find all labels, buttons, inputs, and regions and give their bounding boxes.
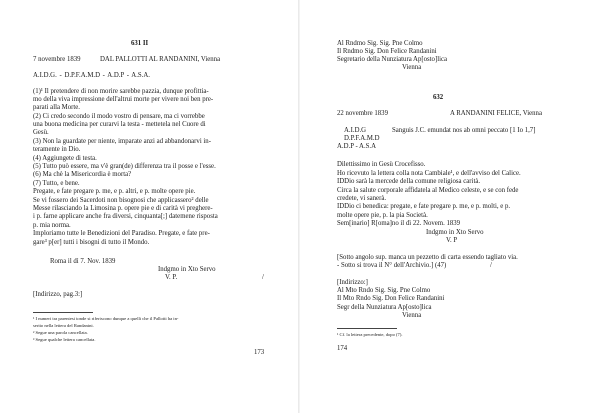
footnote: serito nella lettera del Randanini.: [33, 323, 94, 328]
letter-number: 631 II: [131, 40, 149, 47]
slash-mark: /: [262, 274, 264, 281]
body-line: Pregate, e fate pregare p. me, e p. altri, e p. molte opere pie.: [33, 188, 196, 195]
footnote: ¹ I numeri tra parentesi tonde si riferiscono dunque a quelli che il Pallotti ha in-: [33, 316, 179, 321]
body-line: Circa la salute corporale affidatela al Medico celeste, e se con fede: [337, 187, 519, 194]
closing-place-date: Roma il dì 7. Nov. 1839: [50, 258, 116, 265]
address-line: Al Mto Rndo Sig. Sig. Pne Colmo: [337, 287, 431, 294]
body-line: parati alla Morte.: [33, 104, 80, 111]
letter-formula: A.I.D.G. - D.P.F.A.M.D - A.D.P - A.S.A.: [33, 72, 150, 79]
body-line: gare³ p[er] tutti i bisogni di tutto il Mondo.: [33, 239, 150, 246]
closing-initials: V. P.: [165, 274, 178, 281]
body-line: (1)¹ Il pretendere di non morire sarebbe pazzia, dunque profittia-: [33, 88, 209, 95]
body-line: (7) Tutto, e bene.: [33, 180, 80, 187]
body-line: Ho ricevuto la lettera colla nota Cambiale¹, e dell'avviso del Calice.: [337, 170, 521, 177]
body-line: mo della viva impressione dell'altrui morte per vivere noi ben pre-: [33, 96, 214, 103]
archive-note: [Sotto angolo sup. manca un pezzetto di carta essendo tagliato via.: [337, 254, 518, 261]
right-page: [300, 0, 599, 413]
body-line: Se vi fossero dei Sacerdoti non bisognosi che applicassero² delle: [33, 197, 209, 204]
address-line: Al Rndmo Sig. Sig. Pne Colmo: [337, 40, 423, 47]
footnote-rule: [337, 328, 397, 329]
body-line: (4) Aggiungete di testa.: [33, 155, 97, 162]
body-line: (3) Non la guardate per niente, imparate anzi ad abbandonarvi in-: [33, 138, 211, 145]
body-line: una buona medicina per curarvi la testa - mettetela nel Cuore di: [33, 121, 206, 128]
letter-heading: DAL PALLOTTI AL RANDANINI, Vienna: [100, 56, 221, 63]
page-number: 174: [337, 345, 348, 352]
body-line: IDDio sarà la mercede della comune religiosa carità.: [337, 178, 481, 185]
body-line: (5) Tutto può essere, ma v'è gran(de) differenza tra il posse e l'esse.: [33, 163, 216, 170]
footnote-rule: [33, 312, 93, 313]
footnote: ¹ Cf. la lettera precedente, dopo (7).: [337, 332, 403, 337]
body-line: IDDio ci benedica: pregate, e fate pregare p. me, e p. molti, e p.: [337, 203, 511, 210]
address-line: Vienna: [402, 312, 422, 319]
body-line: p. mia norma.: [33, 222, 71, 229]
body-line: (2) Ci credo secondo il modo vostro di pensare, ma ci vorrebbe: [33, 113, 205, 120]
formula-line: A.D.P - A.S.A: [337, 143, 377, 150]
footnote: ³ Segue qualche lettera cancellata.: [33, 337, 96, 342]
formula-quote: Sanguis J.C. emundat nos ab omni peccato [1 Io 1,7]: [392, 127, 536, 134]
body-line: i p. farne applicare anche fra diversi, cinquanta[;] datemene risposta: [33, 213, 218, 220]
address-line: Vienna: [402, 64, 422, 71]
page-number: 173: [254, 349, 265, 356]
body-line: Sem[inario] R[oma]no il dì 22. Novem. 1839: [337, 220, 461, 227]
address-line: Il Mto Rndo Sig. Don Felice Randanini: [337, 295, 445, 302]
body-line: Gesù.: [33, 129, 49, 136]
body-line: Messe rilasciando la Limosina p. opere pie e di carità vi preghere-: [33, 205, 213, 212]
closing-signature: Indgmo in Xto Servo: [158, 266, 216, 273]
address-label: [Indirizzo:]: [337, 279, 368, 286]
address-line: Segr della Nunziatura Ap[osto]lica: [337, 304, 432, 311]
address-line: Segretario della Nunziatura Ap[osto]lica: [337, 56, 448, 63]
address-line: Il Rndmo Sig. Don Felice Randanini: [337, 48, 437, 55]
archive-note: - Sotto si trova il N° dell'Archivio.] (47): [337, 262, 447, 269]
closing-signature: Indgmo in Xto Servo: [426, 229, 484, 236]
letter-number: 632: [433, 94, 444, 101]
letter-heading: A RANDANINI FELICE, Vienna: [450, 110, 542, 117]
body-line: Dilettissimo in Gesù Crocefisso.: [337, 161, 426, 168]
slash-mark: /: [490, 262, 492, 269]
body-line: (6) Ma chè la Misericordia è morta?: [33, 171, 132, 178]
formula-line: D.P.F.A.M.D: [344, 135, 380, 142]
body-line: Imploriamo tutte le Benedizioni del Paradiso. Pregate, e fate pre-: [33, 230, 210, 237]
body-line: molte opere pie, p. la pia Società.: [337, 212, 428, 219]
closing-initials: V. P: [446, 237, 458, 244]
letter-date: 7 novembre 1839: [33, 56, 81, 63]
formula-line: A.I.D.G: [344, 127, 367, 134]
footnote: ² Segue una parola cancellata.: [33, 330, 88, 335]
letter-date: 22 novembre 1839: [337, 110, 388, 117]
address-note: [Indirizzo, pag.3:]: [33, 291, 83, 298]
body-line: teramente in Dio.: [33, 146, 81, 153]
body-line: credete, vi sanerà.: [337, 195, 387, 202]
